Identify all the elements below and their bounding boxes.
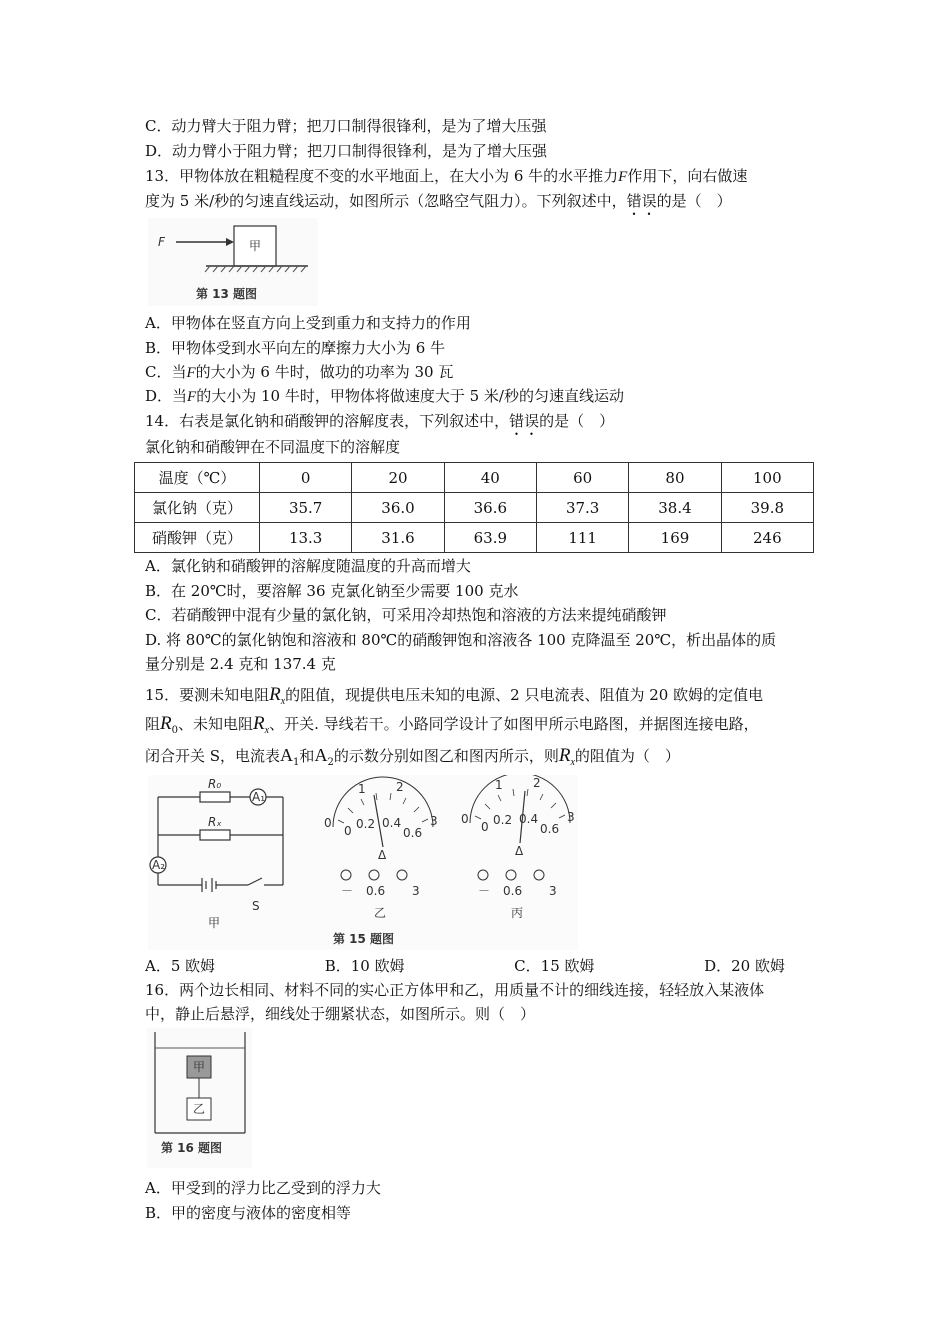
q15-figure-caption: 第 15 题图 — [333, 932, 395, 946]
table-cell: 246 — [721, 523, 813, 553]
q14-option-a: A．氯化钠和硝酸钾的溶解度随温度的升高而增大 — [145, 557, 471, 575]
svg-text:－: － — [341, 884, 354, 898]
svg-text:3: 3 — [549, 884, 557, 898]
q15-option-b: B．10 欧姆 — [324, 957, 405, 975]
svg-text:0: 0 — [461, 812, 469, 826]
q13-figure-caption: 第 13 题图 — [196, 287, 258, 301]
svg-text:1: 1 — [358, 782, 366, 796]
table-cell: 169 — [629, 523, 721, 553]
table-row — [135, 463, 814, 493]
solubility-table — [134, 462, 814, 553]
q16-stem-line1: 16．两个边长相同、材料不同的实心正方体甲和乙，用质量不计的细线连接，轻轻放入某液体 — [145, 981, 765, 999]
table-cell: 温度（℃） — [135, 463, 260, 493]
q16-option-b: B．甲的密度与液体的密度相等 — [145, 1204, 352, 1222]
q12-option-d: D．动力臂小于阻力臂；把刀口制得很锋利，是为了增大压强 — [145, 142, 548, 160]
table-cell: 氯化钠（克） — [135, 493, 260, 523]
table-cell: 37.3 — [536, 493, 628, 523]
r0-label: R₀ — [208, 777, 222, 791]
q12-option-c: C．动力臂大于阻力臂；把刀口制得很锋利，是为了增大压强 — [145, 117, 547, 135]
q15-option-c: C．15 欧姆 — [514, 957, 595, 975]
svg-text:0.6: 0.6 — [503, 884, 523, 898]
switch-label: S — [252, 899, 260, 913]
table-cell: 13.3 — [260, 523, 352, 553]
svg-text:0: 0 — [344, 824, 352, 838]
q15-options — [145, 955, 785, 976]
table-cell: 39.8 — [721, 493, 813, 523]
table-cell: 31.6 — [352, 523, 444, 553]
svg-text:0.6: 0.6 — [403, 826, 423, 840]
q13-option-b: B．甲物体受到水平向左的摩擦力大小为 6 牛 — [145, 339, 446, 357]
table-cell: 38.4 — [629, 493, 721, 523]
a1-label: A₁ — [252, 790, 266, 804]
svg-text:3: 3 — [567, 810, 575, 824]
svg-text:0.4: 0.4 — [519, 812, 539, 826]
q16-stem-line2: 中，静止后悬浮，细线处于绷紧状态，如图所示。则（ ） — [145, 1005, 536, 1023]
svg-text:1: 1 — [495, 778, 503, 792]
svg-text:Δ: Δ — [378, 848, 387, 862]
svg-text:0.2: 0.2 — [493, 813, 513, 827]
q13-option-c: C．当F的大小为 6 牛时，做功的功率为 30 瓦 — [145, 363, 454, 381]
svg-text:0.6: 0.6 — [366, 884, 386, 898]
q13-figure — [148, 218, 318, 306]
q14-table-title: 氯化钠和硝酸钾在不同温度下的溶解度 — [145, 438, 401, 456]
emphasis-wrong: 错误 — [626, 192, 657, 210]
q14-option-d-line1: D. 将 80℃的氯化钠饱和溶液和 80℃的硝酸钾饱和溶液各 100 克降温至 20℃，析出晶体的质 — [145, 631, 777, 649]
q15-option-a: A．5 欧姆 — [145, 957, 216, 975]
emphasis-wrong: 错误 — [509, 412, 540, 430]
table-cell: 硝酸钾（克） — [135, 523, 260, 553]
q15-option-d: D．20 欧姆 — [704, 957, 785, 975]
q15-stem-line1: 15．要测未知电阻$R_x$的阻值，现提供电压未知的电源、2 只电流表、阻值为 20 欧姆的定值电 — [145, 684, 764, 707]
table-cell: 35.7 — [260, 493, 352, 523]
q15-stem-line3: 闭合开关 S，电流表$A_1$和$A_2$的示数分别如图乙和图丙所示，则$R_x$的阻值为（ ） — [145, 745, 680, 768]
fig-jia-label: 甲 — [208, 916, 221, 930]
svg-text:0.4: 0.4 — [382, 816, 402, 830]
svg-text:－: － — [478, 884, 491, 898]
svg-text:0.2: 0.2 — [356, 817, 376, 831]
svg-text:0.6: 0.6 — [540, 822, 560, 836]
q13-option-a: A．甲物体在竖直方向上受到重力和支持力的作用 — [145, 314, 471, 332]
q13-stem-line2: 度为 5 米/秒的匀速直线运动，如图所示（忽略空气阻力）。下列叙述中，错误的是（ ） — [145, 192, 732, 210]
svg-text:2: 2 — [396, 780, 404, 794]
q14-stem: 14．右表是氯化钠和硝酸钾的溶解度表，下列叙述中，错误的是（ ） — [145, 412, 615, 430]
svg-text:0: 0 — [324, 816, 332, 830]
q15-figure — [148, 775, 578, 950]
q14-option-b: B．在 20℃时，要溶解 36 克氯化钠至少需要 100 克水 — [145, 582, 519, 600]
q13-stem-line1: 13．甲物体放在粗糙程度不变的水平地面上，在大小为 6 牛的水平推力F作用下，向右做速 — [145, 167, 748, 185]
table-cell: 111 — [536, 523, 628, 553]
table-cell: 60 — [536, 463, 628, 493]
cube-jia-label: 甲 — [193, 1060, 206, 1074]
q16-figure-caption: 第 16 题图 — [161, 1141, 223, 1155]
block-jia-label: 甲 — [249, 239, 262, 253]
svg-text:0: 0 — [481, 820, 489, 834]
svg-text:Δ: Δ — [515, 844, 524, 858]
a2-label: A₂ — [152, 858, 166, 872]
q15-stem-line2: 阻$R_0$、未知电阻$R_x$、开关. 导线若干。小路同学设计了如图甲所示电路图，并据图连接电路， — [145, 713, 759, 736]
fig-yi-label: 乙 — [374, 906, 387, 920]
svg-text:3: 3 — [412, 884, 420, 898]
q13-option-d: D．当F的大小为 10 牛时，甲物体将做速度大于 5 米/秒的匀速直线运动 — [145, 387, 624, 405]
table-row — [135, 523, 814, 553]
table-cell: 80 — [629, 463, 721, 493]
table-cell: 63.9 — [444, 523, 536, 553]
table-cell: 36.0 — [352, 493, 444, 523]
fig-bing-label: 丙 — [511, 906, 524, 920]
q16-figure — [147, 1028, 252, 1168]
rx-label: Rₓ — [208, 815, 222, 829]
table-cell: 0 — [260, 463, 352, 493]
q14-option-d-line2: 量分别是 2.4 克和 137.4 克 — [145, 655, 336, 673]
table-cell: 100 — [721, 463, 813, 493]
table-row — [135, 493, 814, 523]
q14-option-c: C．若硝酸钾中混有少量的氯化钠，可采用冷却热饱和溶液的方法来提纯硝酸钾 — [145, 606, 667, 624]
svg-text:2: 2 — [533, 776, 541, 790]
table-cell: 40 — [444, 463, 536, 493]
cube-yi-label: 乙 — [193, 1102, 206, 1116]
svg-text:3: 3 — [430, 814, 438, 828]
table-cell: 36.6 — [444, 493, 536, 523]
force-label: F — [158, 235, 165, 249]
q16-option-a: A．甲受到的浮力比乙受到的浮力大 — [145, 1179, 381, 1197]
table-cell: 20 — [352, 463, 444, 493]
